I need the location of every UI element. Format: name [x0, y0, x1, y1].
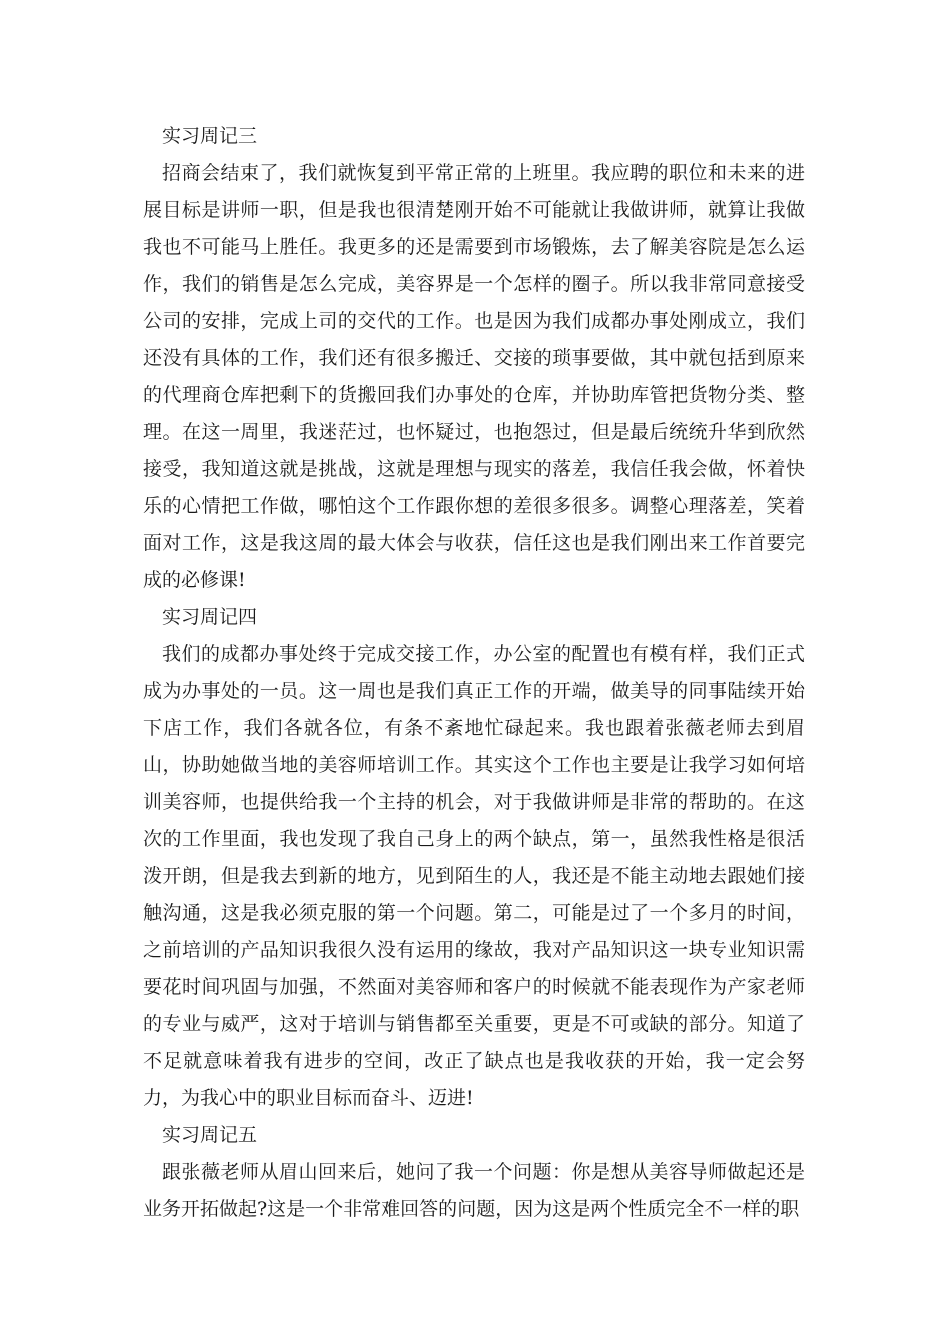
section-paragraph: 招商会结束了，我们就恢复到平常正常的上班里。我应聘的职位和未来的进展目标是讲师一职，但是我也很清楚刚开始不可能就让我做讲师，就算让我做我也不可能马上胜任。我更多的还是需要到市场锻炼，去了解美容院是怎么运作，我们的销售是怎么完成，美容界是一个怎样的圈子。所以我非常同意接受公司的安排，完成上司的交代的工作。也是因为我们成都办事处刚成立，我们还没有具体的工作，我们还有很多搬迁、交接的琐事要做，其中就包括到原来的代理商仓库把剩下的货搬回我们办事处的仓库，并协助库管把货物分类、整理。在这一周里，我迷茫过，也怀疑过，也抱怨过，但是最后统统升华到欣然接受，我知道这就是挑战，这就是理想与现实的落差，我信任我会做，怀着快乐的心情把工作做，哪怕这个工作跟你想的差很多很多。调整心理落差，笑着面对工作，这是我这周的最大体会与收获，信任这也是我们刚出来工作首要完成的必修课! — [143, 162, 805, 591]
section-paragraph: 我们的成都办事处终于完成交接工作，办公室的配置也有模有样，我们正式成为办事处的一员。这一周也是我们真正工作的开端，做美导的同事陆续开始下店工作，我们各就各位，有条不紊地忙碌起来。我也跟着张薇老师去到眉山，协助她做当地的美容师培训工作。其实这个工作也主要是让我学习如何培训美容师，也提供给我一个主持的机会，对于我做讲师是非常的帮助的。在这次的工作里面，我也发现了我自己身上的两个缺点，第一，虽然我性格是很活泼开朗，但是我去到新的地方，见到陌生的人，我还是不能主动地去跟她们接触沟通，这是我必须克服的第一个问题。第二，可能是过了一个多月的时间，之前培训的产品知识我很久没有运用的缘故，我对产品知识这一块专业知识需要花时间巩固与加强，不然面对美容师和客户的时候就不能表现作为产家老师的专业与威严，这对于培训与销售都至关重要，更是不可或缺的部分。知道了不足就意味着我有进步的空间，改正了缺点也是我收获的开始，我一定会努力，为我心中的职业目标而奋斗、迈进! — [143, 643, 805, 1109]
document-body — [143, 118, 805, 1228]
section-week-5 — [143, 1117, 805, 1228]
section-week-3 — [143, 118, 805, 599]
section-heading: 实习周记五 — [162, 1124, 258, 1146]
section-heading: 实习周记三 — [162, 125, 258, 147]
section-week-4 — [143, 599, 805, 1117]
section-heading: 实习周记四 — [162, 606, 258, 628]
section-paragraph: 跟张薇老师从眉山回来后，她问了我一个问题：你是想从美容导师做起还是业务开拓做起?这是一个非常难回答的问题，因为这是两个性质完全不一样的职 — [143, 1161, 805, 1220]
